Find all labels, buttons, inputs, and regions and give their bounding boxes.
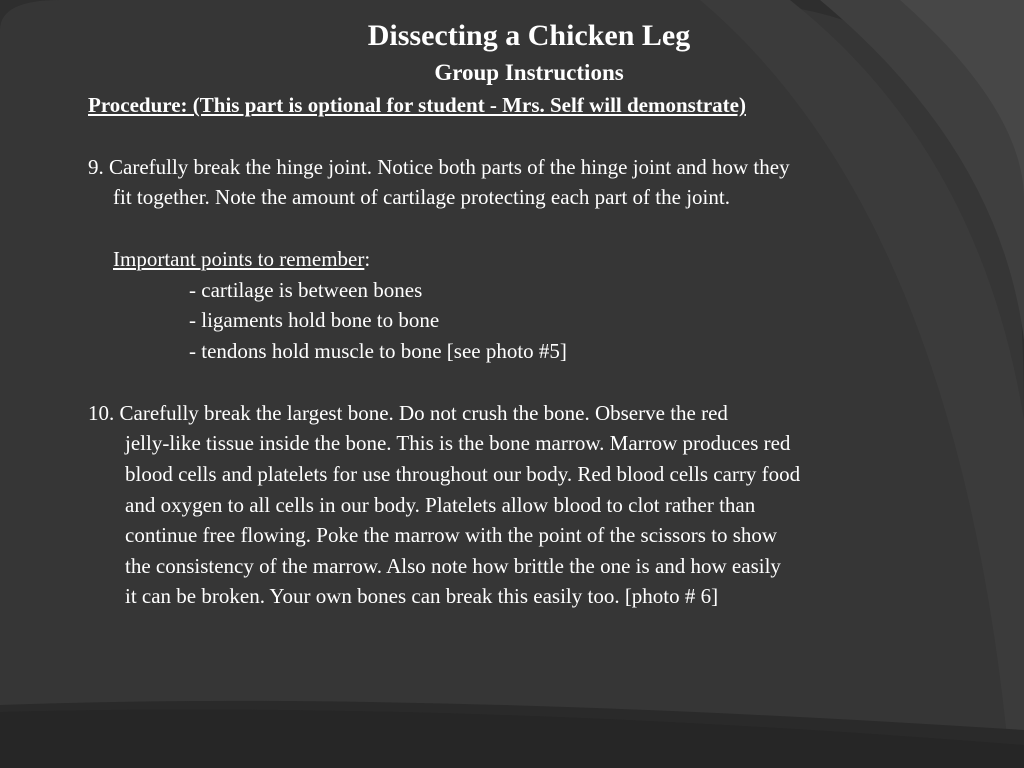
procedure-heading xyxy=(88,91,746,119)
step-9-line: 9. Carefully break the hinge joint. Notice both parts of the hinge joint and how they xyxy=(88,155,790,179)
important-point: - tendons hold muscle to bone [see photo #5] xyxy=(189,339,567,363)
step-10-line: jelly-like tissue inside the bone. This is the bone marrow. Marrow produces red xyxy=(125,431,791,455)
important-points-heading xyxy=(113,245,370,273)
slide-title: Dissecting a Chicken Leg xyxy=(367,19,691,52)
step-10-line: continue free flowing. Poke the marrow with the point of the scissors to show xyxy=(125,523,778,547)
step-9-line: fit together. Note the amount of cartilage protecting each part of the joint. xyxy=(113,185,730,209)
step-10-line: blood cells and platelets for use throughout our body. Red blood cells carry food xyxy=(125,462,801,486)
important-points-colon: : xyxy=(364,247,371,271)
important-point: - cartilage is between bones xyxy=(189,278,423,302)
step-10-line: it can be broken. Your own bones can break this easily too. [photo # 6] xyxy=(125,584,719,608)
important-point: - ligaments hold bone to bone xyxy=(189,308,440,332)
important-points-label: Important points to remember xyxy=(113,247,365,271)
step-10-line: and oxygen to all cells in our body. Platelets allow blood to clot rather than xyxy=(125,493,756,517)
procedure-heading-text: Procedure: (This part is optional for student - Mrs. Self will demonstrate) xyxy=(88,93,746,117)
slide-subtitle: Group Instructions xyxy=(434,60,624,85)
step-10-line: the consistency of the marrow. Also note how brittle the one is and how easily xyxy=(125,554,781,578)
step-10-line: 10. Carefully break the largest bone. Do not crush the bone. Observe the red xyxy=(88,401,728,425)
